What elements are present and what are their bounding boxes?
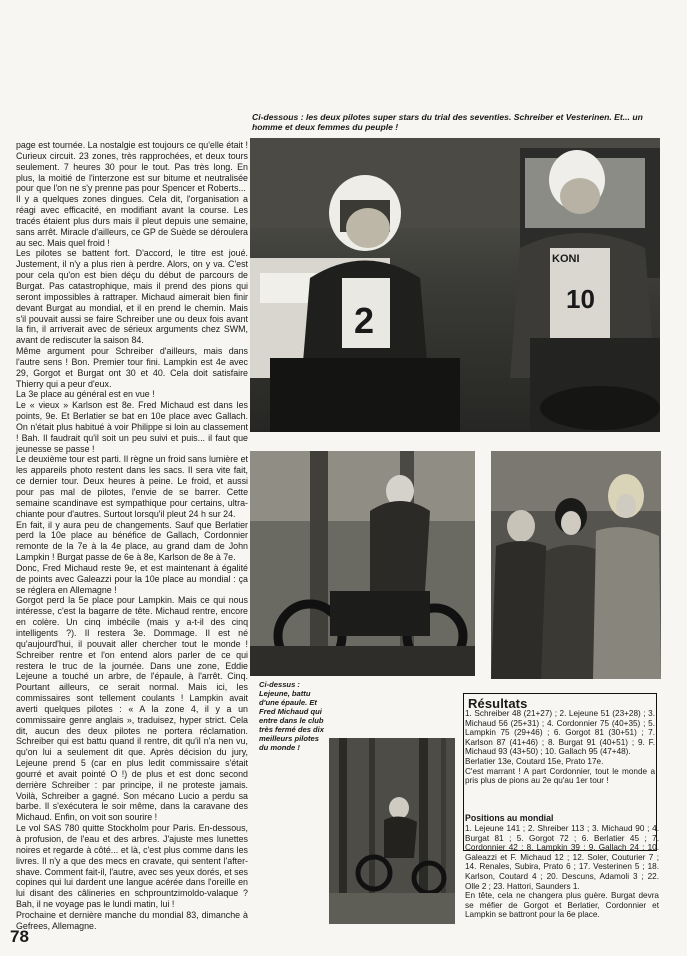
photo-caption-top: Ci-dessous : les deux pilotes super stars du trial des seventies. Schreiber et Vesterinen. Et... un homme et deux femmes du peuple ! [252,112,643,132]
results-text [465,709,655,786]
article-paragraph: Prochaine et dernière manche du mondial 83, dimanche à Gefrees, Allemagne. [16,909,248,931]
photo-spectators [491,451,661,679]
results-paragraph: C'est marrant ! A part Cordonnier, tout le monde a pris plus de pions au 2e qu'au 1er tour ! [465,766,655,786]
photo-caption-side: Ci-dessus : Lejeune, battu d'une épaule. Et Fred Michaud qui entre dans le club très fermé des dix meilleurs pilotes du monde ! [259,680,324,752]
standings-paragraph: En tête, cela ne changera plus guère. Burgat devra se méfier de Gorgot et Berlatier, Cordonnier et Lampkin se battront pour la 6e place. [465,891,659,920]
bib-number-right: 10 [566,284,595,314]
article-paragraph: Donc, Fred Michaud reste 9e, et est maintenant à égalité de points avec Galeazzi pour la 10e place au mondial : ça se réglera en Allemagne ! [16,562,248,595]
page-number: 78 [10,927,29,946]
standings-title: Positions au mondial [465,813,554,823]
article-paragraph: En fait, il y aura peu de changements. Sauf que Berlatier perd la 10e place au bénéfice de Gallach, Cordonnier remonte de la 7e à la 4e place, au grand dam de John Lampkin ! Burgat passe de 6e à 8e, Karlson de 8e à 7e. [16,519,248,563]
bib-number-left: 2 [354,300,375,341]
article-column [16,140,248,932]
article-paragraph: Les pilotes se battent fort. D'accord, le titre est joué. Justement, il n'y a plus rien à perdre. Alors, on y va. C'est pour cela qu'on est bien déçu du début de parcours de Burgat. Pas catastrophique, mais il prend des pions qui seront impossibles à rattraper. Michaud aimerait bien finir devant Burgat au mondial, et il en prend le chemin. Mais s'il pouvait aussi se faire Schreiber une ou deux fois avant la fin, il arriverait avec de sérieux arguments chez SWM, avant de rediscuter la saison 84. [16,248,248,346]
article-paragraph: Même argument pour Schreiber d'ailleurs, mais dans l'autre sens ! Bon. Premier tour fini. Lampkin est 4e avec 29, Gorgot et Burgat ont 30 et 40. Cela doit satisfaire Thierry qui a peur d'eux. [16,346,248,389]
photo-rider-woods [250,451,475,676]
article-paragraph: Il y a quelques zones dingues. Cela dit, l'organisation a réagi avec efficacité, en modifiant avant la course. Les tracés étaient plus durs mais il pleut depuis une semaine, sans arrêt. Miracle d'ailleurs, ce GP de Suède se déroulera au sec. Mais quel froid ! [16,194,248,248]
standings-text [465,824,659,920]
results-title: Résultats [468,696,528,711]
article-paragraph: Le vol SAS 780 quitte Stockholm pour Paris. En-dessous, à profusion, de l'eau et des arbres. J'ajuste mes lunettes noires et regarde à côté... et là, c'est plus comme dans les livres. Il n'y a que des mecs en cravate, qui sentent l'after-shave. Comment fait-il, l'autre, avec ses yeux dorés, et ses copines qui lui dardent une langue acérée dans l'oreille en lui disant des câlineries en schprountzimoldo-valaque ? Bah, il ne voyage pas le lundi matin, lui ! [16,823,248,910]
sponsor-label: KONI [552,253,580,265]
article-paragraph: Le « vieux » Karlson est 8e. Fred Michaud est dans les points, 9e. Et Berlatier se bat en 10e place avec Gallach. On n'était plus habitué à voir Philippe si loin au classement ! Bah. Il faudrait qu'il soit un peu suivi et puis... il faut que jeunesse se passe ! [16,400,248,454]
photo-riders-schreiber-vesterinen [250,138,660,432]
article-paragraph: La 3e place au général est en vue ! [16,389,155,400]
standings-paragraph: 1. Lejeune 141 ; 2. Shreiber 113 ; 3. Michaud 90 ; 4. Burgat 81 ; 5. Gorgot 72 ; 6. Berlatier 45 ; 7. Cordonnier 42 ; 8. Lampkin 39 ; 9. Gallach 24 ; 10. Galeazzi et F. Michaud 12 ; 12. Soler, Couturier 7 ; 14. Renales, Subira, Prato 6 ; 17. Vesterinen 5 ; 18. Karlson, Coutard 4 ; 20. Descuns, Adamoli 3 ; 22. Olle 2 ; 23. Hattori, Saunders 1. [465,824,659,891]
article-paragraph: Gorgot perd la 5e place pour Lampkin. Mais ce qui nous intéresse, c'est la bagarre de tête. Michaud rentre, encore en colère. Un cinq imbécile (mais y a-t-il des cinq intelligents ?). Il restera 3e. Dommage. Il est né qu'aujourd'hui, il pouvait aller chercher tout le monde ! Schreiber rentre et l'on entend alors parler de ce qui restera le truc de la journée. Dans une zone, Eddie Lejeune a touché un arbre, de l'épaule, à l'arrêt. Cinq. Pourtant ailleurs, ce serait normal. Mais ici, les commissaires sont tellement coulants ! Lampkin avait averti quelques pilotes : « A la zone 4, il y a un commissaire genre anglais », traduisez, hyper strict. Cela dit, aucun des deux pilotes ne portera réclamation. Schreiber qui est battu quand il rentre, dit qu'il n'a nen vu, qu'on lui a seulement dit que. Après décision du jury, Lejeune prend 5 (car en plus ledit commissaire s'était gourré et avait pointé O !) de plus et est donc second derrière Schreiber : par principe, il ne proteste jamais. Voilà, Schreiber a gagné. Son mécano Lucio a perdu sa barbe. Il s'exécutera le soir même, dans la caravane des Michaud. Enfin, on voit son sourire ! [16,595,248,823]
photo-rider-forest [329,738,455,924]
results-paragraph: 1. Schreiber 48 (21+27) ; 2. Lejeune 51 (23+28) ; 3. Michaud 56 (25+31) ; 4. Cordonnier 75 (40+35) ; 5. Lampkin 75 (29+46) ; 6. Gorgot 81 (30+51) ; 7. Karlson 87 (41+46) ; 8. Burgat 91 (40+51) ; 9. F. Michaud 93 (43+50) ; 10. Gallach 95 (47+48). [465,709,655,757]
results-paragraph: Berlatier 13e, Coutard 15e, Prato 17e. [465,756,604,766]
article-paragraph: Le deuxième tour est parti. Il règne un froid sans lumière et les appareils photo restent dans les sacs. Il sera vite fait, ce dernier tour. Deux heures à peine. Le froid, et aussi pour pas mal de pilotes, l'envie de se barrer. Cette semaine scandinave est sympathique pour certains, ultra-chiante pour d'autres. Surtout lorsqu'il pleut 24 h sur 24. [16,454,248,519]
article-paragraph: page est tournée. La nostalgie est toujours ce qu'elle était ! Curieux circuit. 23 zones, très rapprochées, et deux tours seulement. 7 heures 30 pour le tout. Pas très long. En plus, la moitié de l'interzone est sur bitume et neutralisée pour que l'on ne s'y prenne pas pour Spencer et Roberts... [16,140,248,194]
